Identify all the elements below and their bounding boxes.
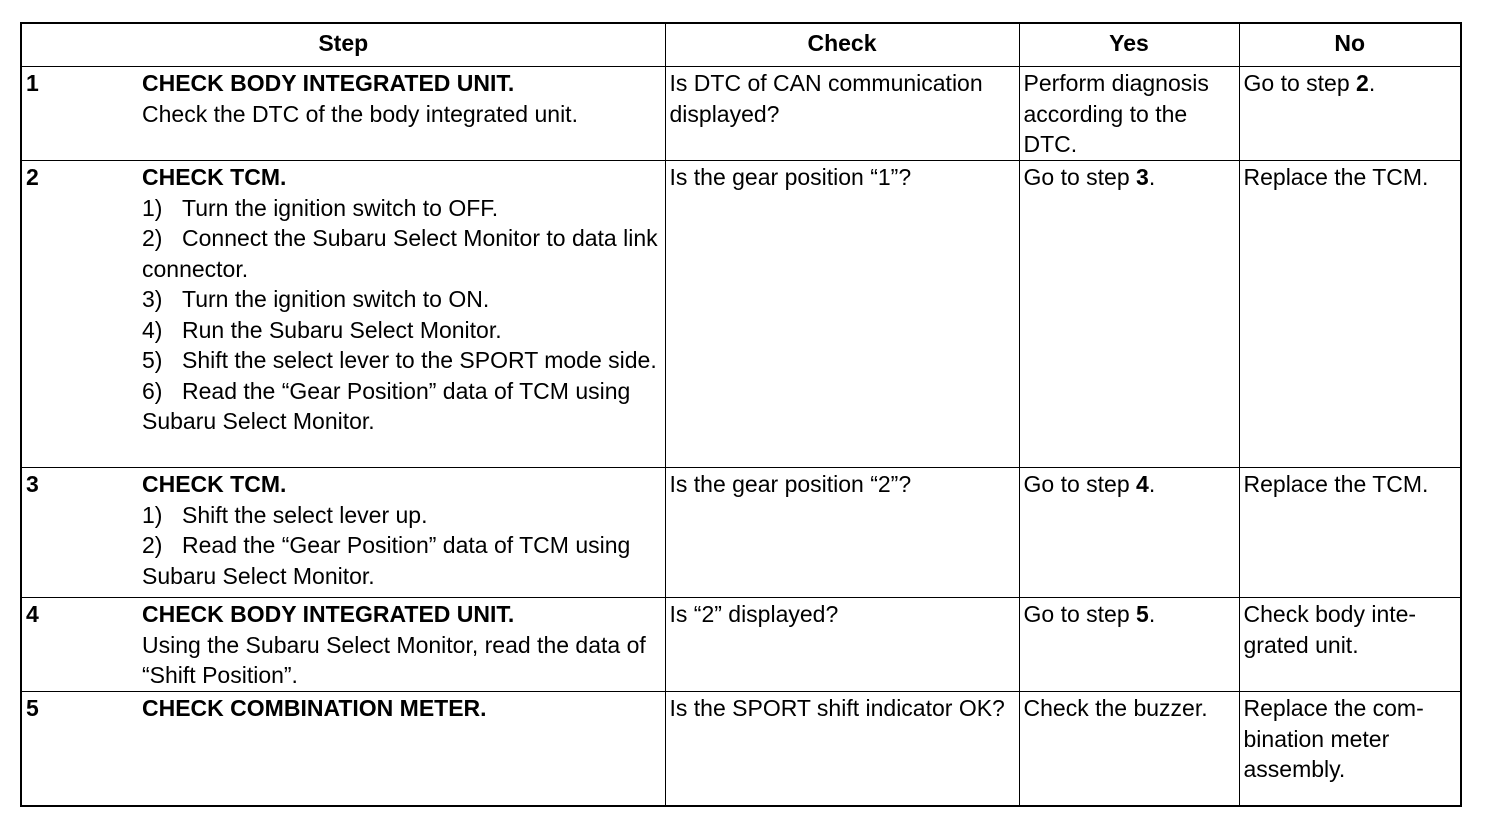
- sub-step: [142, 284, 661, 315]
- yes-prefix: Go to step: [1023, 471, 1137, 497]
- step-number: 4: [21, 598, 138, 692]
- step-ref: 2: [1356, 70, 1369, 96]
- sub-step-text: Turn the ignition switch to ON.: [182, 286, 490, 312]
- sub-step-number: 1): [142, 194, 163, 221]
- sub-step-text: Shift the select lever up.: [182, 501, 428, 528]
- diagnostic-table: [20, 22, 1462, 807]
- yes-prefix: Go to step: [1023, 601, 1137, 627]
- step-number: 5: [21, 692, 138, 807]
- table-row: [21, 67, 1461, 161]
- sub-step: [142, 193, 661, 224]
- step-cell: [138, 692, 665, 807]
- yes-cell: Perform diagnosis according to the DTC.: [1019, 67, 1239, 161]
- no-suffix: .: [1368, 70, 1376, 96]
- header-yes: Yes: [1019, 23, 1239, 67]
- step-title: CHECK COMBINATION METER.: [142, 695, 487, 721]
- step-title: CHECK BODY INTEGRATED UNIT.: [142, 70, 515, 96]
- sub-step-number: 1): [142, 501, 163, 528]
- yes-suffix: .: [1148, 601, 1156, 627]
- step-cell: [138, 468, 665, 598]
- no-prefix: Go to step: [1243, 70, 1357, 96]
- step-cell: [138, 598, 665, 692]
- step-cell: [138, 161, 665, 468]
- sub-step: [142, 223, 661, 284]
- step-ref: 3: [1136, 164, 1149, 190]
- step-number: 2: [21, 161, 138, 468]
- yes-cell: Check the buzzer.: [1019, 692, 1239, 807]
- check-cell: Is the gear position “2”?: [665, 468, 1019, 598]
- table-row: [21, 692, 1461, 807]
- table-row: [21, 161, 1461, 468]
- check-cell: Is the SPORT shift indicator OK?: [665, 692, 1019, 807]
- step-title: CHECK TCM.: [142, 471, 287, 497]
- sub-step-text: Read the “Gear Position” data of TCM using Subaru Select Monitor.: [142, 532, 631, 589]
- yes-cell: [1019, 161, 1239, 468]
- yes-suffix: .: [1148, 164, 1156, 190]
- step-text: Check the DTC of the body integrated unit.: [142, 100, 578, 127]
- sub-step-number: 5): [142, 347, 163, 373]
- sub-step-number: 2): [142, 225, 163, 251]
- no-cell: Check body inte-grated unit.: [1239, 598, 1461, 692]
- check-cell: Is DTC of CAN communication displayed?: [665, 67, 1019, 161]
- sub-step-text: Read the “Gear Position” data of TCM using Subaru Select Monitor.: [142, 377, 631, 434]
- yes-suffix: .: [1148, 471, 1156, 497]
- check-cell: Is “2” displayed?: [665, 598, 1019, 692]
- sub-step-number: 6): [142, 377, 163, 404]
- sub-step-number: 2): [142, 532, 163, 558]
- no-cell: [1239, 67, 1461, 161]
- no-cell: Replace the com-bination meter assembly.: [1239, 692, 1461, 807]
- step-text: Using the Subaru Select Monitor, read the data of “Shift Position”.: [142, 631, 646, 688]
- sub-step-text: Run the Subaru Select Monitor.: [182, 316, 502, 343]
- no-cell: Replace the TCM.: [1239, 468, 1461, 598]
- step-number: 3: [21, 468, 138, 598]
- header-check: Check: [665, 23, 1019, 67]
- yes-cell: [1019, 598, 1239, 692]
- step-cell: [138, 67, 665, 161]
- sub-step-text: Turn the ignition switch to OFF.: [182, 194, 499, 221]
- yes-cell: [1019, 468, 1239, 598]
- table-row: [21, 468, 1461, 598]
- sub-step-number: 4): [142, 316, 163, 343]
- sub-step: [142, 315, 661, 346]
- sub-step: [142, 530, 661, 591]
- check-cell: Is the gear position “1”?: [665, 161, 1019, 468]
- sub-step: [142, 500, 661, 531]
- sub-step: [142, 376, 661, 437]
- table-row: [21, 598, 1461, 692]
- step-ref: 4: [1136, 471, 1149, 497]
- header-row: [21, 23, 1461, 67]
- sub-step-text: Shift the select lever to the SPORT mode side.: [182, 347, 657, 373]
- step-ref: 5: [1136, 601, 1149, 627]
- step-title: CHECK TCM.: [142, 164, 287, 190]
- sub-step: [142, 345, 661, 376]
- sub-step-text: Connect the Subaru Select Monitor to data link connector.: [142, 225, 658, 282]
- no-cell: Replace the TCM.: [1239, 161, 1461, 468]
- step-title: CHECK BODY INTEGRATED UNIT.: [142, 601, 515, 627]
- header-no: No: [1239, 23, 1461, 67]
- sub-step-number: 3): [142, 286, 163, 312]
- yes-prefix: Go to step: [1023, 164, 1137, 190]
- step-number: 1: [21, 67, 138, 161]
- header-step: Step: [21, 23, 665, 67]
